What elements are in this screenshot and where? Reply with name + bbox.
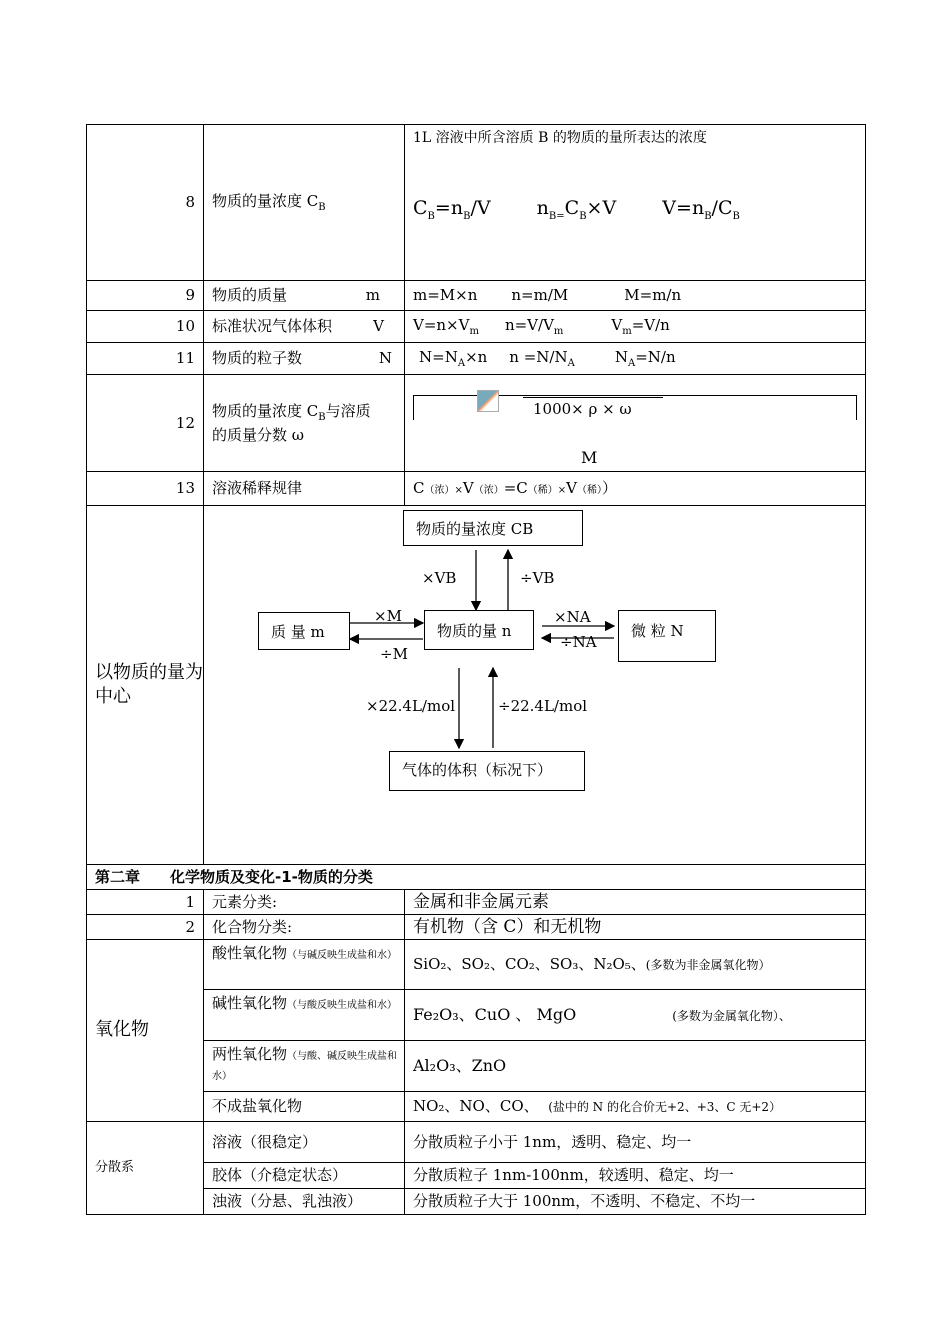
label-xvb: ×VB [422,569,457,587]
formula-line: m=M×n n=m/M M=m/n [405,281,866,311]
formula-line: $N=N_A\times n$ $n =N/N_A$ $N_A=N/n$ [405,343,866,375]
fraction-cell [405,375,866,472]
row-value: Al₂O₃、ZnO [405,1041,866,1092]
row-value: 有机物（含 C）和无机物 [405,915,866,940]
table-row [87,375,866,472]
group-label: 氧化物 [87,940,204,1122]
table-row [87,1041,866,1092]
table-row [87,890,866,915]
row-value: 分散质粒子小于 1nm，透明、稳定、均一 [405,1122,866,1163]
row-number: 11 [87,343,204,375]
fraction-denominator: M [581,448,598,467]
row-name: 溶液（很稳定） [204,1122,405,1163]
table-row [87,1122,866,1163]
section-label: 以物质的量为中心 [87,506,204,865]
row-value: Fe₂O₃、CuO 、 MgO (多数为金属氧化物）、 [405,990,866,1041]
row-name: 酸性氧化物（与碱反映生成盐和水） [204,940,405,990]
chapter-title: 第二章 化学物质及变化-1-物质的分类 [87,865,866,890]
fraction-numerator: 1000× ρ × ω [533,400,632,418]
label-x224: ×22.4L/mol [366,697,456,715]
formula-line: C（浓）×V（浓）=C（稀）×V（稀）） [405,472,866,506]
row-name: 标准状况气体体积 V [204,311,405,343]
row-name: 两性氧化物（与酸、碱反映生成盐和水） [204,1041,405,1092]
row-name: 不成盐氧化物 [204,1092,405,1122]
row-number: 10 [87,311,204,343]
row-number: 12 [87,375,204,472]
row-name: 物质的量浓度 $C_B$与溶质 的质量分数 ω [204,375,405,472]
formula-line: $V=n\times V_m$ $n=V/V_m$ $V_m=V/n$ [405,311,866,343]
diagram-cell [204,506,866,865]
box-concentration: 物质的量浓度 CB [403,510,583,546]
box-gas-volume: 气体的体积（标况下） [389,751,585,791]
row-name: 碱性氧化物（与酸反映生成盐和水） [204,990,405,1041]
table-row [87,311,866,343]
row-value: SiO₂、SO₂、CO₂、SO₃、N₂O₅、(多数为非金属氧化物） [405,940,866,990]
row-value: 金属和非金属元素 [405,890,866,915]
row-number: 13 [87,472,204,506]
table-row [87,1092,866,1122]
row-name: 物质的量浓度 $C_B$ [204,125,405,281]
table-row [87,506,866,865]
label-dna: ÷NA [560,633,597,651]
box-amount: 物质的量 n [424,610,534,650]
table-row [87,940,866,990]
row-name: 溶液稀释规律 [204,472,405,506]
label-xna: ×NA [554,608,591,626]
table-row [87,990,866,1041]
row-number: 2 [87,915,204,940]
row-name: 胶体（介稳定状态） [204,1163,405,1189]
row-value: 分散质粒子大于 100nm，不透明、不稳定、不均一 [405,1189,866,1215]
row-content [405,125,866,281]
row-name: 元素分类: [204,890,405,915]
broken-image-icon [477,390,499,412]
row-name: 浊液（分悬、乳浊液） [204,1189,405,1215]
table-row [87,472,866,506]
table-row [87,1163,866,1189]
row-value: NO₂、NO、CO、 (盐中的 N 的化合价无+2、+3、C 无+2） [405,1092,866,1122]
row-number: 1 [87,890,204,915]
fraction-line [523,397,663,398]
label-dm: ÷M [380,645,408,663]
row-number: 9 [87,281,204,311]
row-name: 物质的质量 m [204,281,405,311]
row-name: 化合物分类: [204,915,405,940]
table-row [87,343,866,375]
table-row [87,915,866,940]
row-value: 分散质粒子 1nm-100nm，较透明、稳定、均一 [405,1163,866,1189]
table-row [87,1189,866,1215]
label-d224: ÷22.4L/mol [498,697,588,715]
group-label: 分散系 [87,1122,204,1215]
label-xm: ×M [374,607,402,625]
definition-text: 1L 溶液中所含溶质 B 的物质的量所表达的浓度 [413,130,707,146]
label-dvb: ÷VB [520,569,555,587]
row-number: 8 [87,125,204,281]
box-particles: 微 粒 N [618,610,716,662]
box-mass: 质 量 m [258,612,350,650]
arrow-diagram [204,506,865,865]
table-row [87,865,866,890]
table-row [87,125,866,281]
row-name: 物质的粒子数 N [204,343,405,375]
table-row [87,281,866,311]
formula-line: $C_B=n_B/V$ $n_{B=}C_B\times V$ $V=n_B/C_B$ [413,196,740,222]
chemistry-table [86,124,866,1215]
